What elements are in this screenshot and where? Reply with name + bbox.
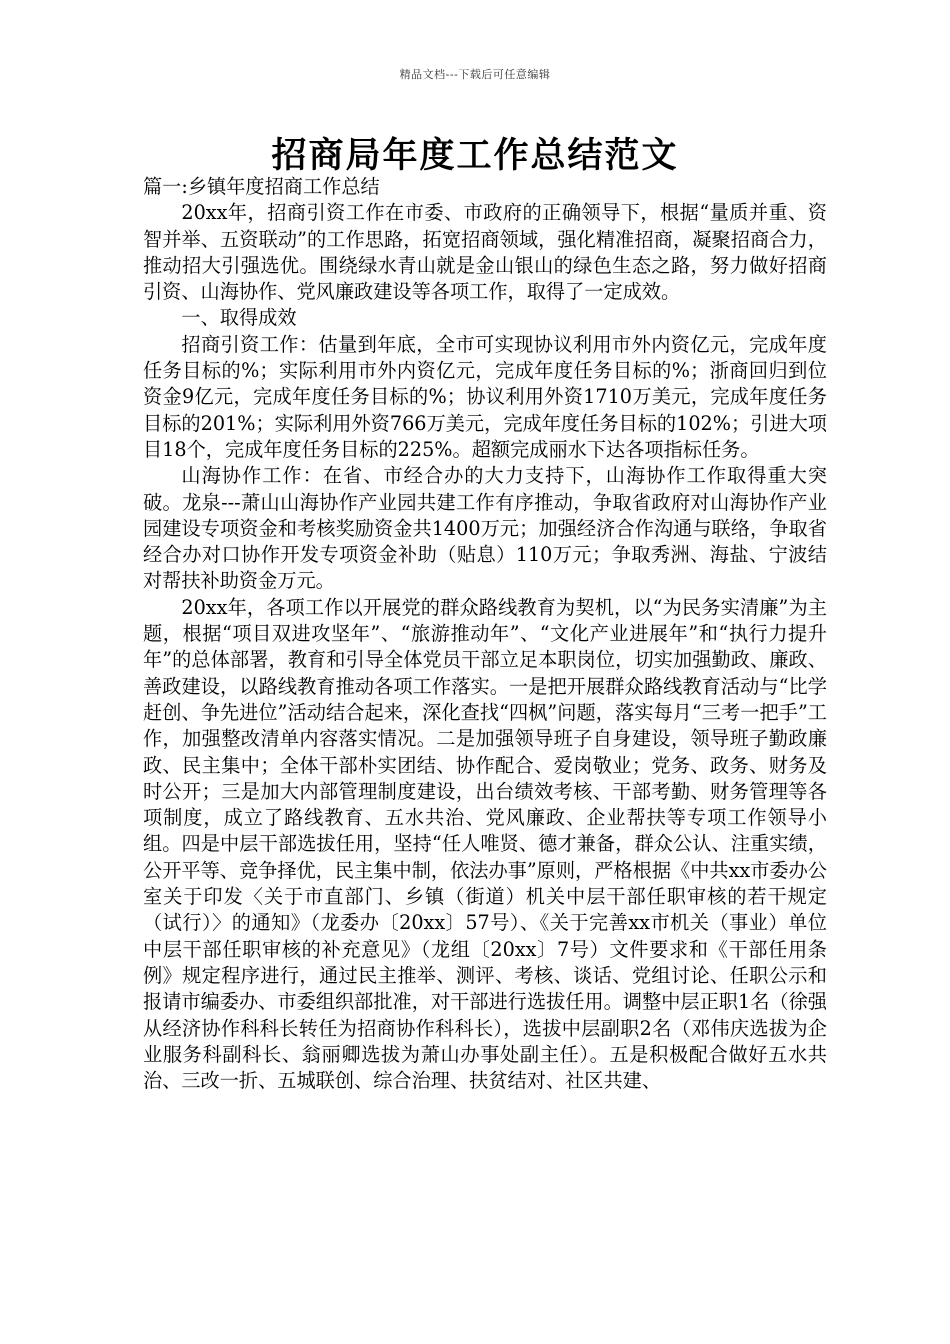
paragraph-intro: 20xx年，招商引资工作在市委、市政府的正确领导下，根据“量质并重、资智并举、五资联动”的工作思路，拓宽招商领域，强化精准招商，凝聚招商合力，推动招大引强选优。围绕绿水青山就是金山银山的绿色生态之路，努力做好招商引资、山海协作、党风廉政建设等各项工作，取得了一定成效。 [143,201,827,304]
section-heading: 篇一:乡镇年度招商工作总结 [143,175,380,198]
paragraph-mountain-sea: 山海协作工作：在省、市经合办的大力支持下，山海协作工作取得重大突破。龙泉---萧山山海协作产业园共建工作有序推动，争取省政府对山海协作产业园建设专项资金和考核奖励资金共1400万元；加强经济合作沟通与联络，争取省经合办对口协作开发专项资金补助（贴息）110万元；争取秀洲、海盐、宁波结对帮扶补助资金万元。 [143,464,827,593]
paragraph-party-work: 20xx年，各项工作以开展党的群众路线教育为契机，以“为民务实清廉”为主题，根据“项目双进攻坚年”、“旅游推动年”、“文化产业进展年”和“执行力提升年”的总体部署，教育和引导全体党员干部立足本职岗位，切实加强勤政、廉政、善政建设，以路线教育推动各项工作落实。一是把开展群众路线教育活动与“比学赶创、争先进位”活动结合起来，深化查找“四枫”问题，落实每月“三考一把手”工作，加强整改清单内容落实情况。二是加强领导班子自身建设，领导班子勤政廉政、民主集中；全体干部朴实团结、协作配合、爱岗敬业；党务、政务、财务及时公开；三是加大内部管理制度建设，出台绩效考核、干部考勤、财务管理等各项制度，成立了路线教育、五水共治、党风廉政、企业帮扶等专项工作领导小组。四是中层干部选拔任用，坚持“任人唯贤、德才兼备，群众公认、注重实绩，公开平等、竞争择优，民主集中制，依法办事”原则，严格根据《中共xx市委办公室关于印发〈关于市直部门、乡镇（街道）机关中层干部任职审核的若干规定（试行）〉的通知》（龙委办〔20xx〕57号）、《关于完善xx市机关（事业）单位中层干部任职审核的补充意见》（龙组〔20xx〕7号）文件要求和《干部任用条例》规定程序进行，通过民主推举、测评、考核、谈话、党组讨论、任职公示和报请市编委办、市委组织部批准，对干部进行选拔任用。调整中层正职1名（徐强从经济协作科科长转任为招商协作科科长），选拔中层副职2名（邓伟庆选拔为企业服务科副科长、翁丽卿选拔为萧山办事处副主任）。五是积极配合做好五水共治、三改一折、五城联创、综合治理、扶贫结对、社区共建、 [143,595,827,1093]
document-title: 招商局年度工作总结范文 [271,136,679,176]
document-body [143,174,827,1094]
header-note: 精品文档---下载后可任意编辑 [399,68,551,81]
paragraph-investment: 招商引资工作：估量到年底，全市可实现协议利用市外内资亿元，完成年度任务目标的%；实际利用市外内资亿元，完成年度任务目标的%；浙商回归到位资金9亿元，完成年度任务目标的%；协议利用外资1710万美元，完成年度任务目标的201%；实际利用外资766万美元，完成年度任务目标的102%；引进大项目18个，完成年度任务目标的225%。超额完成丽水下达各项指标任务。 [143,332,827,461]
subheading-achievements: 一、取得成效 [181,306,297,330]
